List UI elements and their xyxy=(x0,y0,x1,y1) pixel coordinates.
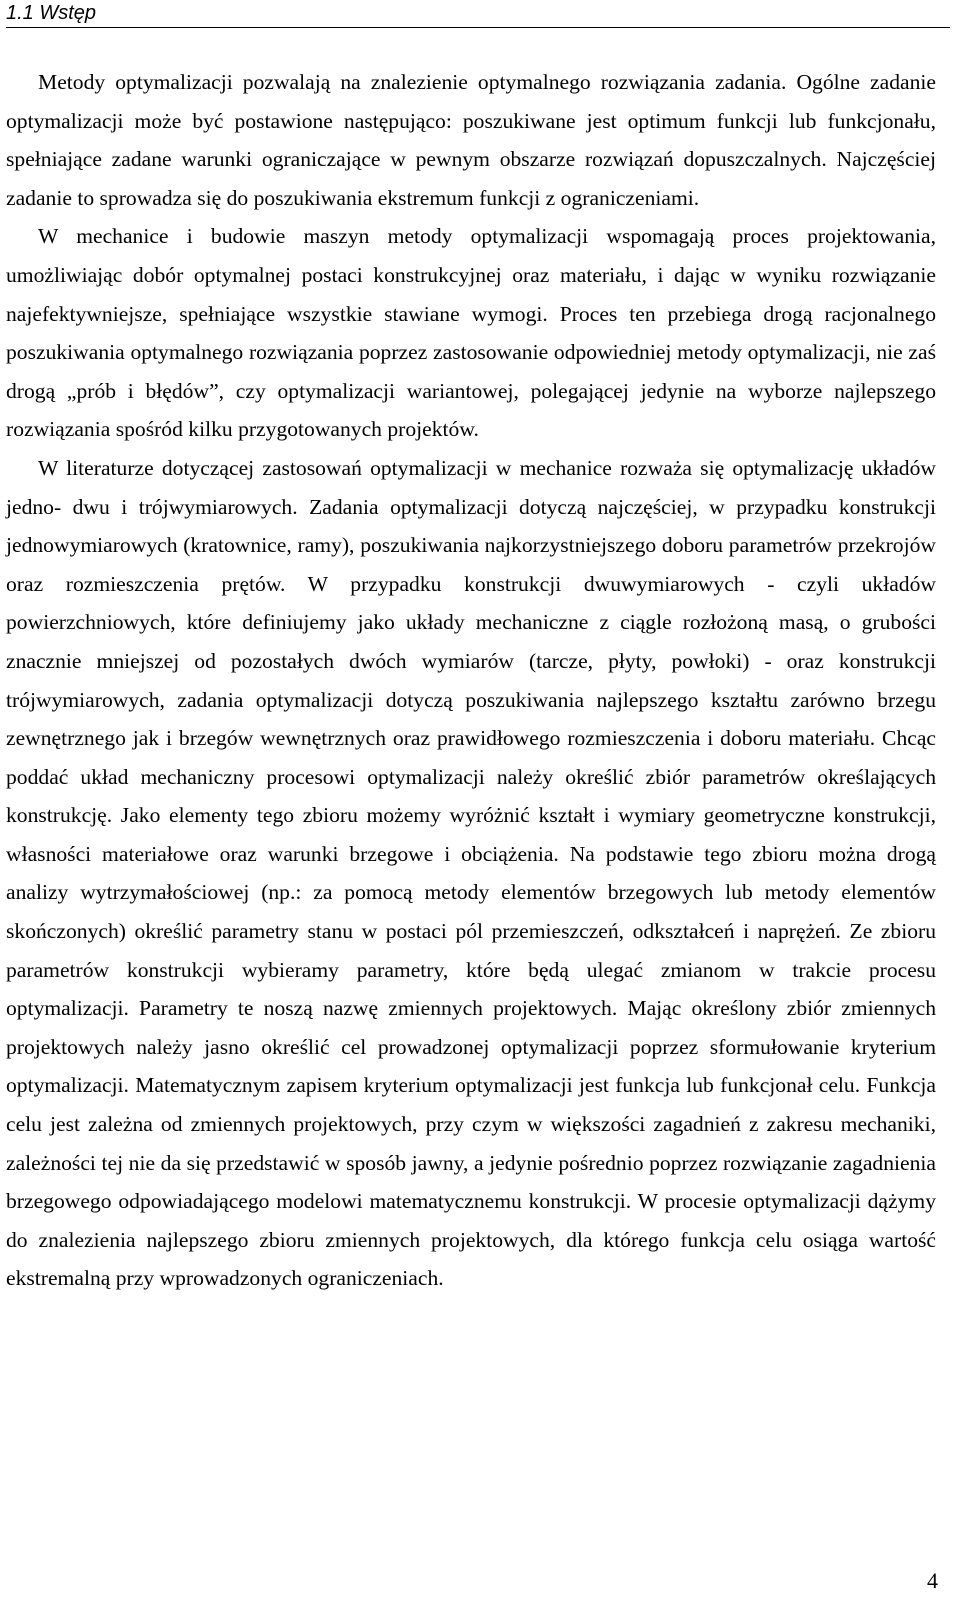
paragraph-mechanics: W mechanice i budowie maszyn metody optymalizacji wspomagają proces projektowania, umożliwiając dobór optymalnej postaci konstrukcyjnej oraz materiału, i dając w wyniku rozwiązanie najefektywniejsze, spełniające wszystkie stawiane wymogi. Proces ten przebiega drogą racjonalnego poszukiwania optymalnego rozwiązania poprzez zastosowanie odpowiedniej metody optymalizacji, nie zaś drogą „prób i błędów”, czy optymalizacji wariantowej, polegającej jedynie na wyborze najlepszego rozwiązania spośród kilku przygotowanych projektów. xyxy=(6,224,936,442)
body-text xyxy=(6,63,936,1298)
section-title: 1.1 Wstęp xyxy=(6,2,97,24)
paragraph-literature: W literaturze dotyczącej zastosowań optymalizacji w mechanice rozważa się optymalizację układów jedno- dwu i trójwymiarowych. Zadania optymalizacji dotyczą najczęściej, w przypadku konstrukcji jednowymiarowych (kratownice, ramy), poszukiwania najkorzystniejszego doboru parametrów przekrojów oraz rozmieszczenia prętów. W przypadku konstrukcji dwuwymiarowych - czyli układów powierzchniowych, które definiujemy jako układy mechaniczne z ciągle rozłożoną masą, o grubości znacznie mniejszej od pozostałych dwóch wymiarów (tarcze, płyty, powłoki) - oraz konstrukcji trójwymiarowych, zadania optymalizacji dotyczą poszukiwania najlepszego kształtu zarówno brzegu zewnętrznego jak i brzegów wewnętrznych oraz prawidłowego rozmieszczenia i doboru materiału. Chcąc poddać układ mechaniczny procesowi optymalizacji należy określić zbiór parametrów określających konstrukcję. Jako elementy tego zbioru możemy wyróżnić kształt i wymiary geometryczne konstrukcji, własności materiałowe oraz warunki brzegowe i obciążenia. Na podstawie tego zbioru można drogą analizy wytrzymałościowej (np.: za pomocą metody elementów brzegowych lub metody elementów skończonych) określić parametry stanu w postaci pól przemieszczeń, odkształceń i naprężeń. Ze zbioru parametrów konstrukcji wybieramy parametry, które będą ulegać zmianom w trakcie procesu optymalizacji. Parametry te noszą nazwę zmiennych projektowych. Mając określony zbiór zmiennych projektowych należy jasno określić cel prowadzonej optymalizacji poprzez sformułowanie kryterium optymalizacji. Matematycznym zapisem kryterium optymalizacji jest funkcja lub funkcjonał celu. Funkcja celu jest zależna od zmiennych projektowych, przy czym w większości zagadnień z zakresu mechaniki, zależności tej nie da się przedstawić w sposób jawny, a jedynie pośrednio poprzez rozwiązanie zagadnienia brzegowego odpowiadającego modelowi matematycznemu konstrukcji. W procesie optymalizacji dążymy do znalezienia najlepszego zbioru zmiennych projektowych, dla którego funkcja celu osiąga wartość ekstremalną przy wprowadzonych ograniczeniach. xyxy=(6,455,936,1291)
running-header xyxy=(6,0,950,28)
page-number: 4 xyxy=(927,1568,938,1593)
paragraph-intro: Metody optymalizacji pozwalają na znalezienie optymalnego rozwiązania zadania. Ogólne zadanie optymalizacji może być postawione następująco: poszukiwane jest optimum funkcji lub funkcjonału, spełniające zadane warunki ograniczające w pewnym obszarze rozwiązań dopuszczalnych. Najczęściej zadanie to sprowadza się do poszukiwania ekstremum funkcji z ograniczeniami. xyxy=(6,70,936,210)
